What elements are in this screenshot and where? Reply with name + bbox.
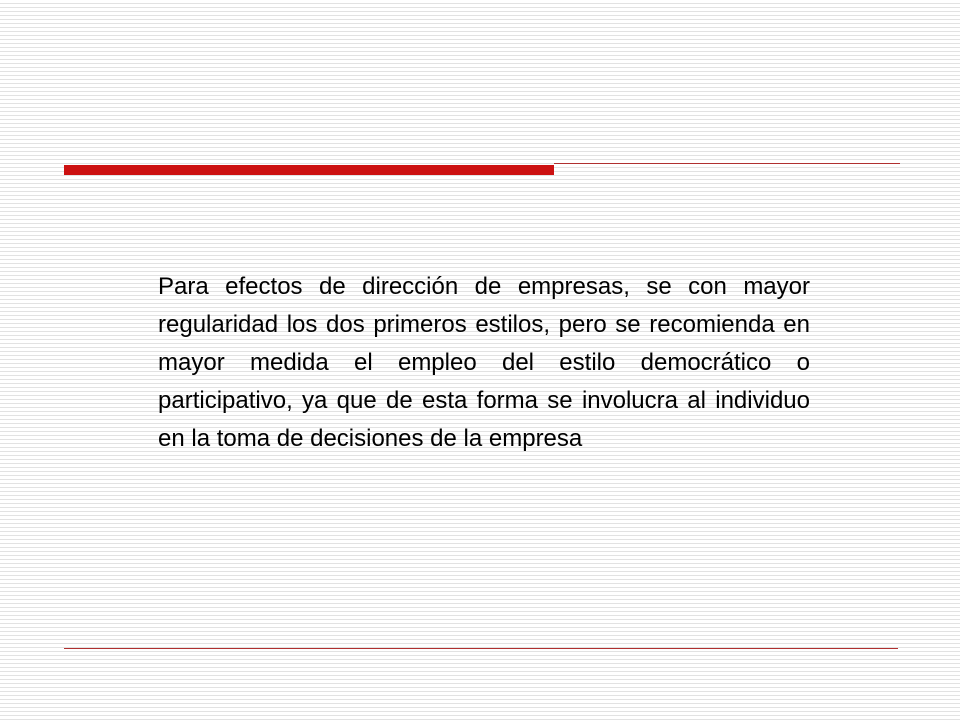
slide-body-text: Para efectos de dirección de empresas, se con mayor regularidad los dos primeros estilos, pero se recomienda en mayor medida el empleo del estilo democrático o participativo, ya que de esta forma se involucra al individuo en la toma de decisiones de la empresa bbox=[158, 273, 810, 452]
top-rule-line bbox=[554, 163, 900, 164]
bottom-rule-line bbox=[64, 648, 898, 649]
accent-bar bbox=[64, 165, 554, 175]
